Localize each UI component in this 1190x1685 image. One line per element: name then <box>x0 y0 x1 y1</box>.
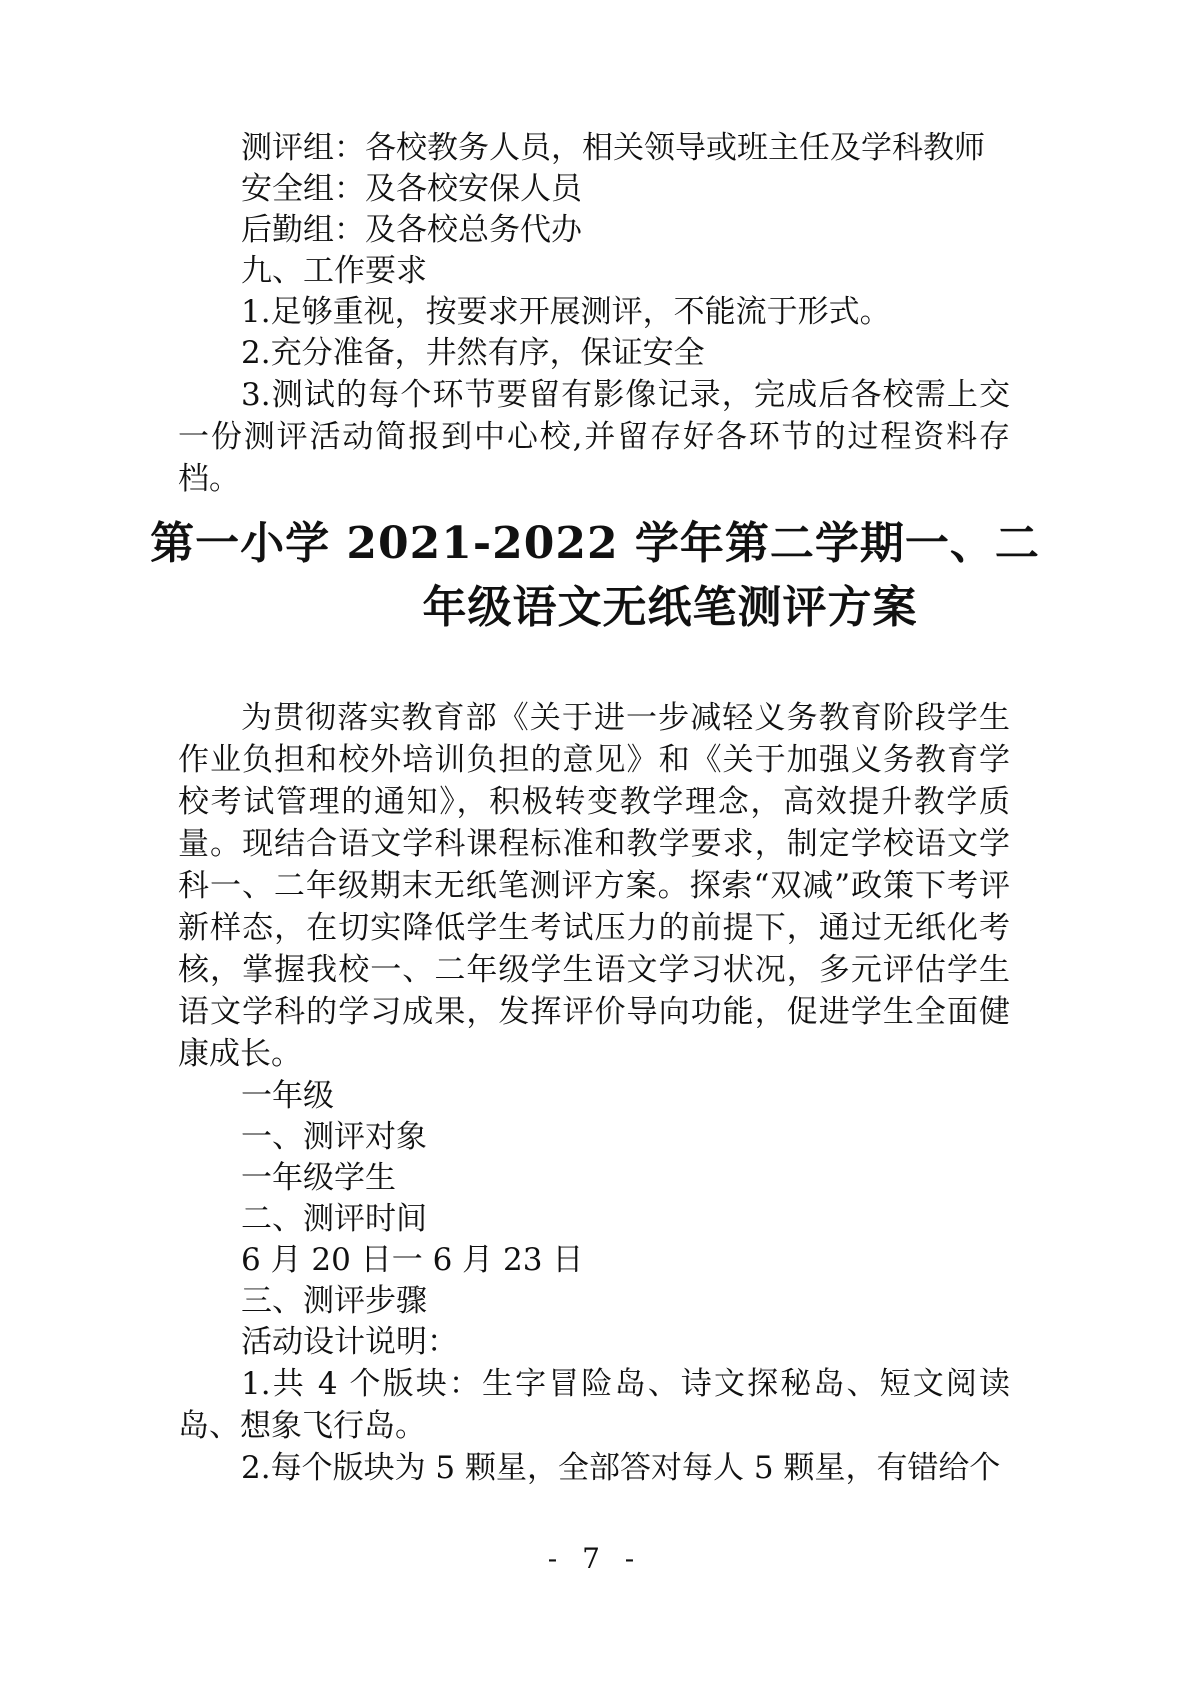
evaluation-steps-heading: 三、测评步骤 <box>241 1283 427 1319</box>
evaluation-target-value: 一年级学生 <box>241 1160 396 1196</box>
evaluation-target-heading: 一、测评对象 <box>241 1119 427 1155</box>
evaluation-group-line: 测评组：各校教务人员，相关领导或班主任及学科教师 <box>241 130 985 166</box>
logistics-group-line: 后勤组：及各校总务代办 <box>241 212 582 248</box>
title-line-2: 年级语文无纸笔测评方案 <box>422 582 918 633</box>
title-line-1: 第一小学 2021-2022 学年第二学期一、二 <box>150 518 1040 569</box>
page-number: - 7 - <box>547 1542 643 1575</box>
work-requirements-heading: 九、工作要求 <box>241 253 427 289</box>
requirement-3: 3.测试的每个环节要留有影像记录，完成后各校需上交一份测评活动简报到中心校,并留存好各环节的过程资料存档。 <box>178 377 1010 497</box>
requirement-1: 1.足够重视，按要求开展测评，不能流于形式。 <box>241 294 891 330</box>
grade-section <box>178 1076 1010 1489</box>
activity-design-heading: 活动设计说明： <box>241 1324 458 1360</box>
evaluation-time-value: 6 月 20 日一 6 月 23 日 <box>241 1242 584 1278</box>
activity-item-2: 2.每个版块为 5 颗星，全部答对每人 5 颗星，有错给个 <box>241 1450 1001 1486</box>
evaluation-time-heading: 二、测评时间 <box>241 1201 427 1237</box>
grade-heading: 一年级 <box>241 1078 334 1114</box>
intro-paragraph: 为贯彻落实教育部《关于进一步减轻义务教育阶段学生作业负担和校外培训负担的意见》和《关于加强义务教育学校考试管理的通知》，积极转变教学理念，高效提升教学质量。现结合语文学科课程标准和教学要求，制定学校语文学科一、二年级期末无纸笔测评方案。探索“双减”政策下考评新样态，在切实降低学生考试压力的前提下，通过无纸化考核，掌握我校一、二年级学生语文学习状况，多元评估学生语文学科的学习成果，发挥评价导向功能，促进学生全面健康成长。 <box>178 700 1010 1072</box>
document-title <box>130 512 1060 640</box>
requirement-2: 2.充分准备，井然有序，保证安全 <box>241 335 705 371</box>
top-section <box>178 128 1010 500</box>
intro-section <box>178 697 1010 1075</box>
activity-item-1: 1.共 4 个版块：生字冒险岛、诗文探秘岛、短文阅读岛、想象飞行岛。 <box>178 1366 1010 1444</box>
safety-group-line: 安全组：及各校安保人员 <box>241 171 582 207</box>
